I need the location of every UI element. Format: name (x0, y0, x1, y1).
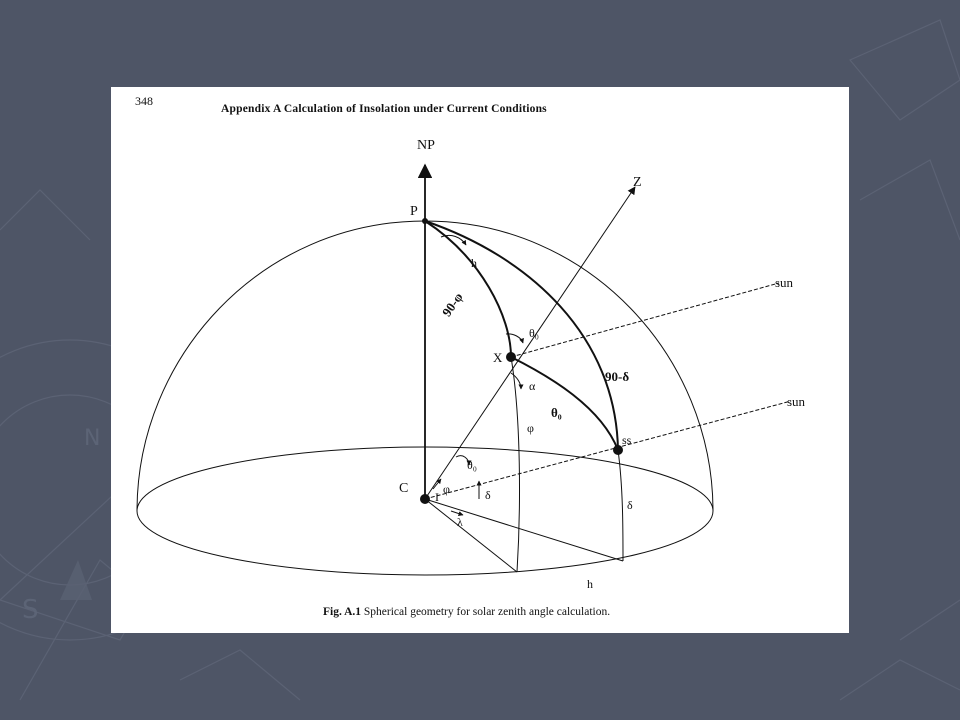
figure-panel (111, 87, 849, 633)
meridian-observer-lower (511, 357, 519, 572)
label-np: NP (417, 138, 435, 153)
sun-ray-lower (425, 401, 791, 499)
label-alpha: α (529, 379, 536, 393)
label-h-base: h (587, 577, 593, 591)
label-codeclination: 90-δ (605, 369, 630, 384)
base-radius-observer (425, 499, 517, 572)
label-p: P (410, 204, 418, 219)
label-ss: ss (622, 433, 632, 447)
appendix-header: Appendix A Calculation of Insolation under Current Conditions (221, 103, 547, 115)
label-phi-angle: φ (443, 482, 450, 496)
label-delta-angle: δ (485, 488, 491, 502)
page-number: 348 (135, 94, 153, 108)
label-delta-arc: δ (627, 498, 633, 512)
caption-text: Spherical geometry for solar zenith angle calculation. (363, 606, 611, 618)
label-phi-arc: φ (527, 421, 534, 435)
sun-ray-upper (511, 283, 779, 357)
label-theta-arc: θ₀ (551, 405, 562, 420)
label-theta-obs: θ₀ (529, 326, 539, 340)
diagram-labels (399, 138, 806, 591)
label-sun-upper: sun (775, 275, 794, 290)
label-x: X (493, 350, 503, 365)
label-sun-lower: sun (787, 394, 806, 409)
label-lambda: λ (457, 515, 463, 529)
svg-text:S: S (22, 595, 39, 625)
figure-caption (323, 606, 610, 618)
label-h-top: h (471, 256, 477, 270)
label-colatitude: 90-φ (438, 289, 466, 320)
meridians (425, 221, 623, 572)
label-theta-base: θ₀ (467, 458, 477, 472)
point-p (422, 218, 428, 224)
meridian-observer (425, 221, 511, 357)
label-c: C (399, 481, 409, 496)
caption-label: Fig. A.1 (323, 606, 362, 618)
label-center-tick: I (435, 490, 439, 504)
base-radius-sun (425, 499, 623, 561)
angle-markers (433, 235, 523, 515)
spherical-geometry-diagram (111, 87, 849, 633)
point-c (420, 494, 430, 504)
label-z: Z (633, 175, 642, 190)
svg-text:N: N (84, 426, 101, 451)
meridian-sun-lower (618, 450, 623, 561)
point-x (506, 352, 516, 362)
